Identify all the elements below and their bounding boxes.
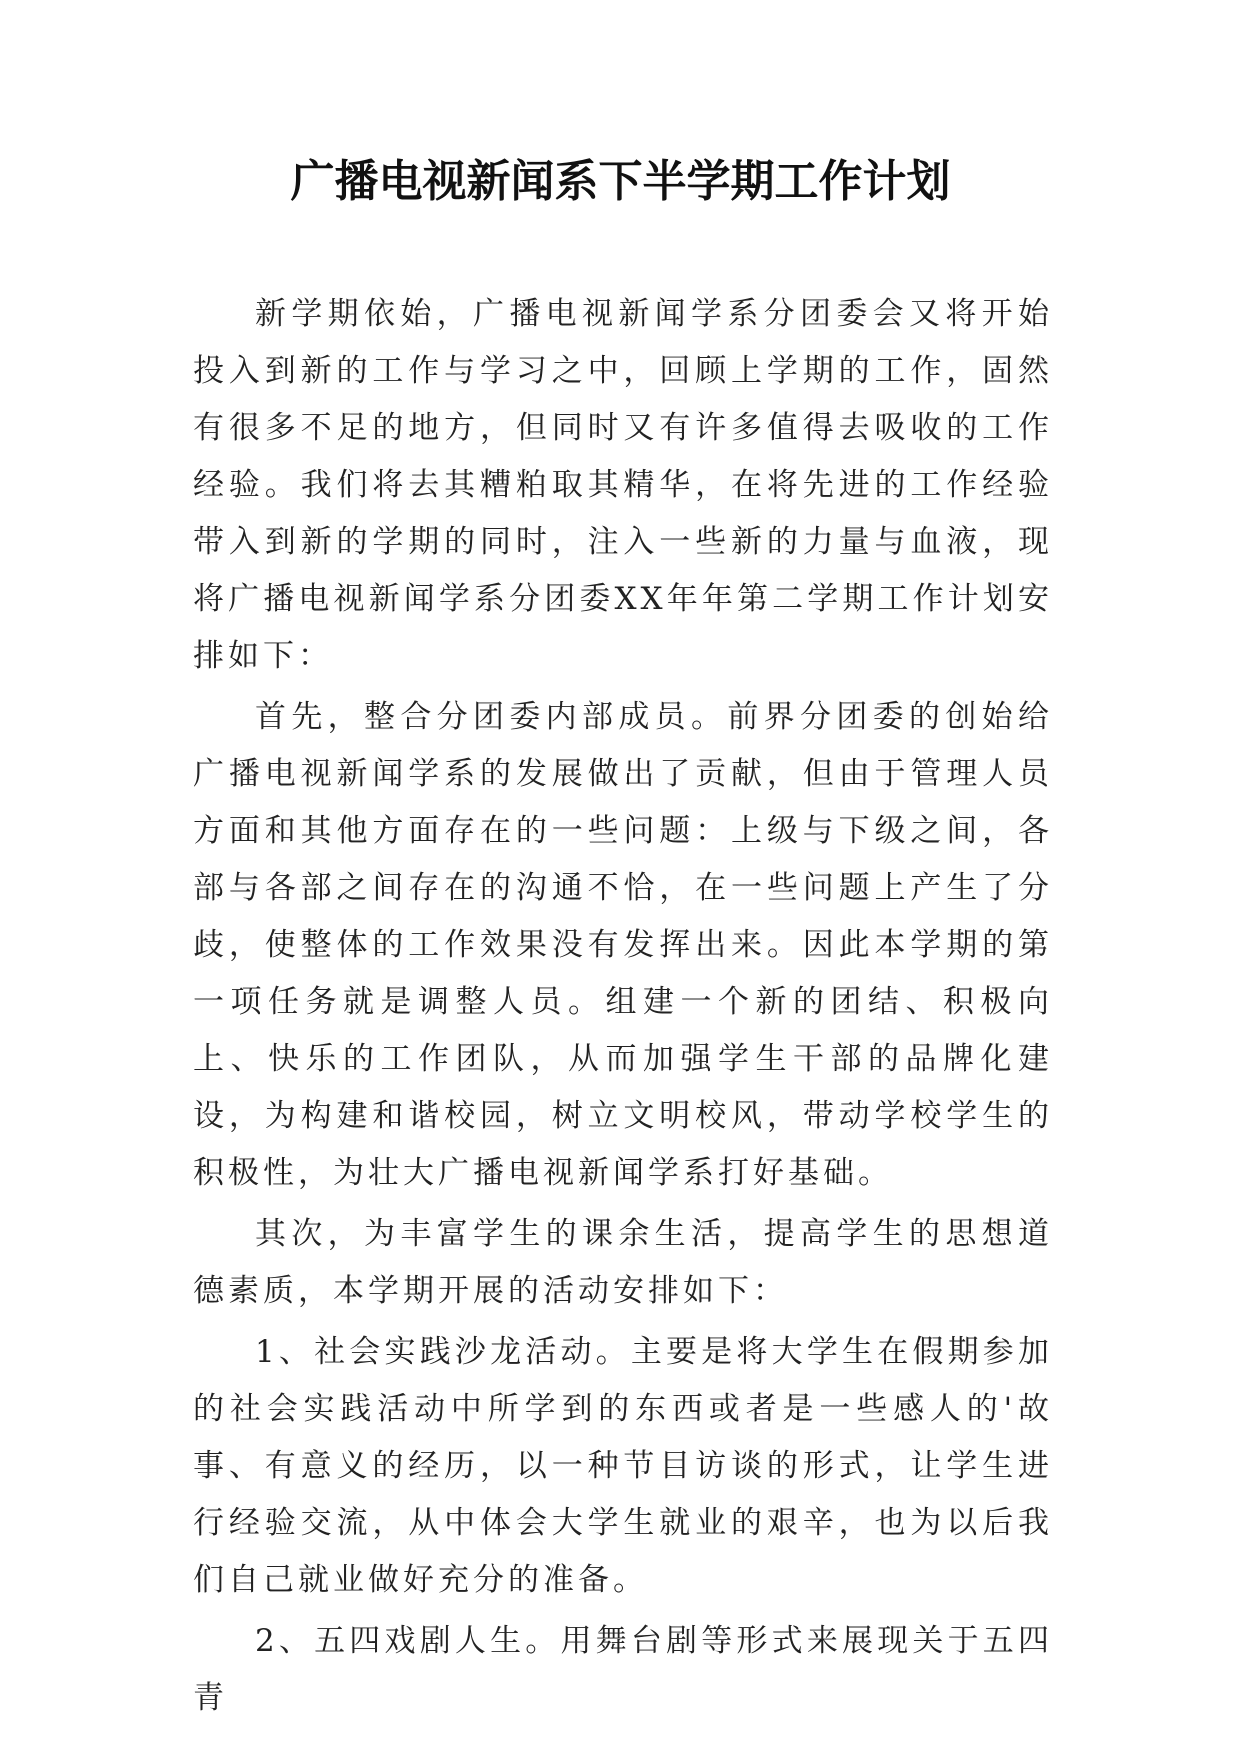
paragraph-item-1: 1、社会实践沙龙活动。主要是将大学生在假期参加的社会实践活动中所学到的东西或者是一些感人的'故事、有意义的经历，以一种节目访谈的形式，让学生进行经验交流，从中体会大学生就业的艰辛，也为以后我们自己就业做好充分的准备。: [193, 1334, 1053, 1598]
paragraph-intro: 新学期依始，广播电视新闻学系分团委会又将开始投入到新的工作与学习之中，回顾上学期的工作，固然有很多不足的地方，但同时又有许多值得去吸收的工作经验。我们将去其糟粕取其精华，在将先进的工作经验带入到新的学期的同时，注入一些新的力量与血液，现将广播电视新闻学系分团委XX年年第二学期工作计划安排如下：: [193, 296, 1053, 674]
paragraph-first: 首先，整合分团委内部成员。前界分团委的创始给广播电视新闻学系的发展做出了贡献，但由于管理人员方面和其他方面存在的一些问题：上级与下级之间，各部与各部之间存在的沟通不恰，在一些问题上产生了分歧，使整体的工作效果没有发挥出来。因此本学期的第一项任务就是调整人员。组建一个新的团结、积极向上、快乐的工作团队，从而加强学生干部的品牌化建设，为构建和谐校园，树立文明校风，带动学校学生的积极性，为壮大广播电视新闻学系打好基础。: [193, 699, 1053, 1191]
document-body: [193, 286, 1053, 1731]
document-title: 广播电视新闻系下半学期工作计划: [290, 156, 951, 207]
paragraph-item-2: 2、五四戏剧人生。用舞台剧等形式来展现关于五四青: [193, 1623, 1053, 1716]
paragraph-second: 其次，为丰富学生的课余生活，提高学生的思想道德素质，本学期开展的活动安排如下：: [193, 1216, 1053, 1309]
